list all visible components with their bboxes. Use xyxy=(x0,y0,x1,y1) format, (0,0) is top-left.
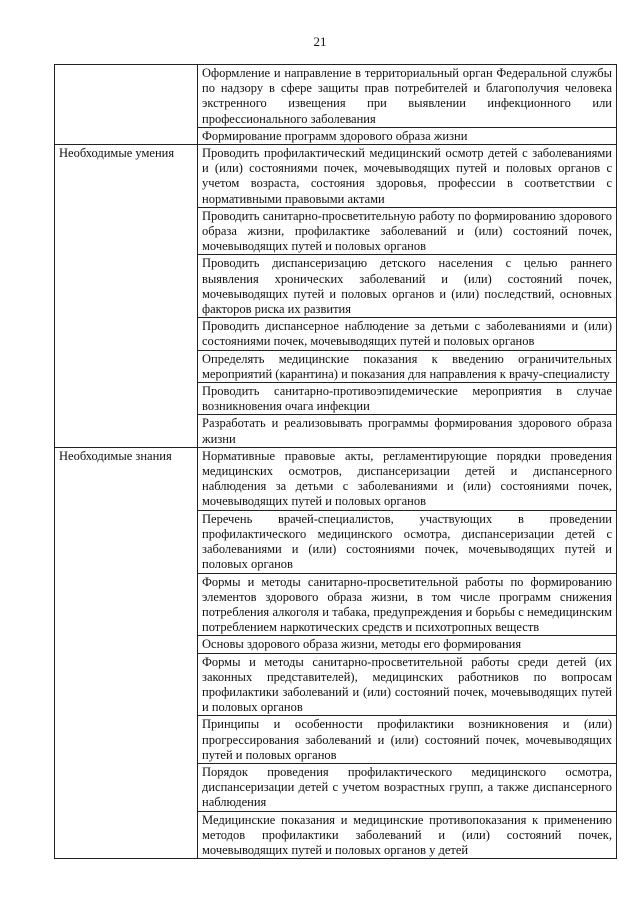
table-cell: Определять медицинские показания к введению ограничительных мероприятий (карантина) и показания для направления к врачу-специалисту xyxy=(198,350,617,382)
section-label-skills: Необходимые умения xyxy=(55,145,198,448)
table-cell: Проводить санитарно-противоэпидемические мероприятия в случае возникновения очага инфекции xyxy=(198,383,617,415)
table-cell: Медицинские показания и медицинские противопоказания к применению методов профилактики заболеваний и (или) состояний почек, мочевыводящих путей и половых органов у детей xyxy=(198,811,617,859)
table-cell: Проводить диспансеризацию детского населения с целью раннего выявления хронических заболеваний и (или) состояний почек, мочевыводящих путей и половых органов и (или) последствий, основных факторов риска их развития xyxy=(198,255,617,318)
section-label-knowledge: Необходимые знания xyxy=(55,447,198,858)
table-row xyxy=(55,447,617,510)
table-cell: Основы здорового образа жизни, методы его формирования xyxy=(198,636,617,653)
table-cell: Формы и методы санитарно-просветительной работы среди детей (их законных представителей), медицинских работников по вопросам профилактики заболеваний и (или) состояний почек, мочевыводящих путей и половых органов xyxy=(198,653,617,716)
competency-table xyxy=(54,64,617,859)
table-cell: Порядок проведения профилактического медицинского осмотра, диспансеризации детей с учетом возрастных групп, а также диспансерного наблюдения xyxy=(198,763,617,811)
table-cell: Проводить диспансерное наблюдение за детьми с заболеваниями и (или) состояниями почек, мочевыводящих путей и половых органов xyxy=(198,318,617,350)
table-cell: Принципы и особенности профилактики возникновения и (или) прогрессирования заболеваний и (или) состояний почек, мочевыводящих путей и половых органов xyxy=(198,716,617,764)
table-row xyxy=(55,145,617,208)
table-cell: Проводить санитарно-просветительную работу по формированию здорового образа жизни, профилактике заболеваний и (или) состояний почек, мочевыводящих путей и половых органов xyxy=(198,207,617,255)
table-cell: Разработать и реализовывать программы формирования здорового образа жизни xyxy=(198,415,617,447)
table-cell: Оформление и направление в территориальный орган Федеральной службы по надзору в сфере защиты прав потребителей и благополучия человека экстренного извещения при выявлении инфекционного или профессионального заболевания xyxy=(198,65,617,128)
section-label xyxy=(55,65,198,145)
table-cell: Формы и методы санитарно-просветительной работы по формированию элементов здорового образа жизни, в том числе программ снижения потребления алкоголя и табака, предупреждения и борьбы с немедицинским потреблением наркотических средств и психотропных веществ xyxy=(198,573,617,636)
page-number: 21 xyxy=(313,34,327,49)
table-cell: Формирование программ здорового образа жизни xyxy=(198,127,617,144)
table-row xyxy=(55,65,617,128)
table-cell: Нормативные правовые акты, регламентирующие порядки проведения медицинских осмотров, диспансеризации детей и диспансерного наблюдения за детьми с заболеваниями и (или) состояниями почек, мочевыводящих путей и половых органов xyxy=(198,447,617,510)
table-cell: Проводить профилактический медицинский осмотр детей с заболеваниями и (или) состояниями почек, мочевыводящих путей и половых органов с учетом возраста, состояния здоровья, профессии в соответствии с нормативными правовыми актами xyxy=(198,145,617,208)
table-cell: Перечень врачей-специалистов, участвующих в проведении профилактического медицинского осмотра, диспансеризации детей с заболеваниями и (или) состояниями почек, мочевыводящих путей и половых органов xyxy=(198,510,617,573)
